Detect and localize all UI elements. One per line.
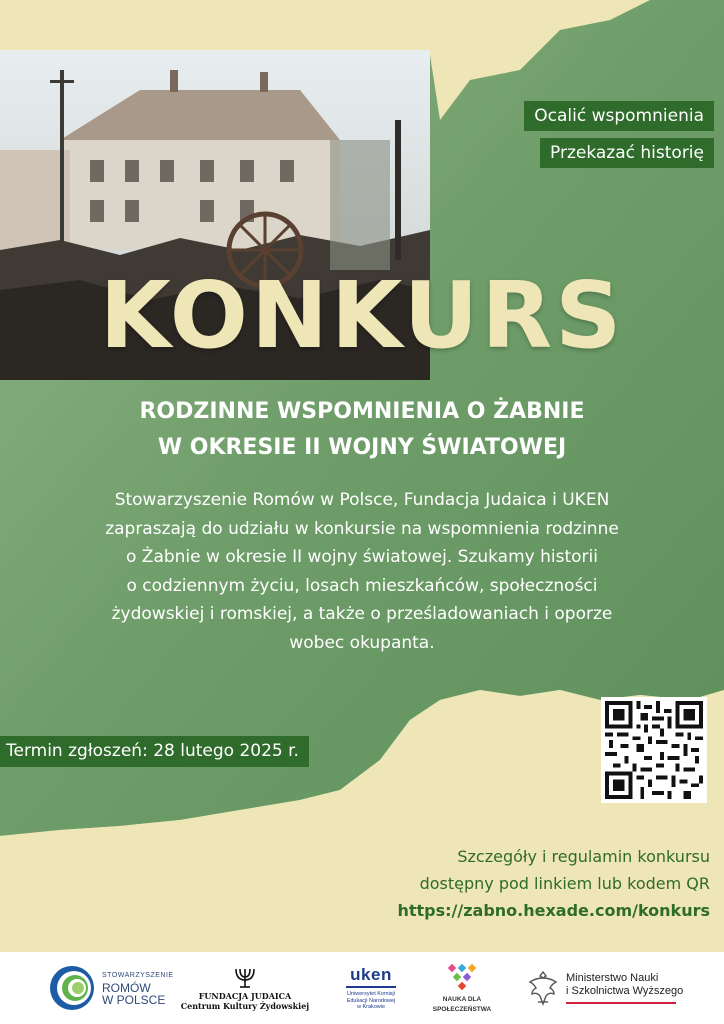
description-line: Stowarzyszenie Romów w Polsce, Fundacja Judaica i UKEN: [114, 490, 610, 510]
subtitle-line-2: W OKRESIE II WOJNY ŚWIATOWEJ: [157, 435, 567, 460]
partner-logos-footer: [0, 952, 724, 1024]
tagline-save-memories: Ocalić wspomnienia: [524, 101, 714, 131]
page-title: KONKURS: [99, 262, 625, 369]
uken-desc-2: Edukacji Narodowej: [346, 997, 396, 1004]
description-line: wobec okupanta.: [289, 632, 435, 653]
ministry-line-2: i Szkolnictwa Wyższego: [566, 985, 684, 997]
nauka-label-1: NAUKA DLA: [442, 995, 482, 1003]
logo-nauka-dla-spoleczenstwa: [424, 952, 500, 1024]
qr-code-icon: [605, 701, 703, 799]
srp-logo-icon: [48, 964, 96, 1012]
uken-desc-3: w Krakowie: [356, 1004, 386, 1011]
details-section: [397, 843, 710, 924]
description: [16, 486, 708, 657]
description-line: zapraszają do udziału w konkursie na wspomnienia rodzinne: [105, 518, 619, 539]
logo-uken: [336, 952, 406, 1024]
menorah-icon: [232, 965, 258, 991]
ministry-red-line: [566, 1002, 676, 1004]
judaica-sub: Centrum Kultury Żydowskiej: [180, 1001, 310, 1011]
description-line: o codziennym życiu, losach mieszkańców, społeczności: [126, 575, 598, 596]
logo-fundacja-judaica: [180, 952, 310, 1024]
deadline-badge: Termin zgłoszeń: 28 lutego 2025 r.: [0, 736, 309, 767]
uken-mark: uken: [350, 965, 392, 985]
logo-stowarzyszenie-romow: [48, 952, 174, 1024]
uken-desc-1: Uniwersytet Komisji: [347, 991, 395, 998]
contest-link[interactable]: https://zabno.hexade.com/konkurs: [397, 901, 710, 920]
description-line: żydowskiej i romskiej, a także o prześladowaniach i oporze: [111, 604, 613, 624]
details-line: dostępny pod linkiem lub kodem QR: [419, 874, 710, 893]
description-line: o Żabnie w okresie II wojny światowej. Szukamy historii: [126, 547, 598, 567]
ministry-line-1: Ministerstwo Nauki: [566, 972, 659, 984]
details-line: Szczegóły i regulamin konkursu: [457, 847, 710, 866]
srp-mid: ROMÓW: [102, 981, 151, 995]
nauka-label-2: SPOŁECZEŃSTWA: [432, 1006, 492, 1013]
srp-bottom: W POLSCE: [102, 993, 166, 1007]
uken-underline: [346, 986, 396, 988]
qr-code[interactable]: [601, 697, 707, 803]
srp-top: STOWARZYSZENIE: [102, 972, 174, 979]
subtitle-line-1: RODZINNE WSPOMNIENIA O ŻABNIE: [139, 399, 585, 424]
judaica-name: FUNDACJA JUDAICA: [198, 991, 292, 1001]
polish-eagle-icon: [526, 968, 560, 1008]
subtitle: [0, 394, 724, 466]
tagline-pass-history: Przekazać historię: [540, 138, 714, 168]
nauka-dots-icon: [445, 963, 479, 993]
logo-ministerstwo: [526, 952, 683, 1024]
